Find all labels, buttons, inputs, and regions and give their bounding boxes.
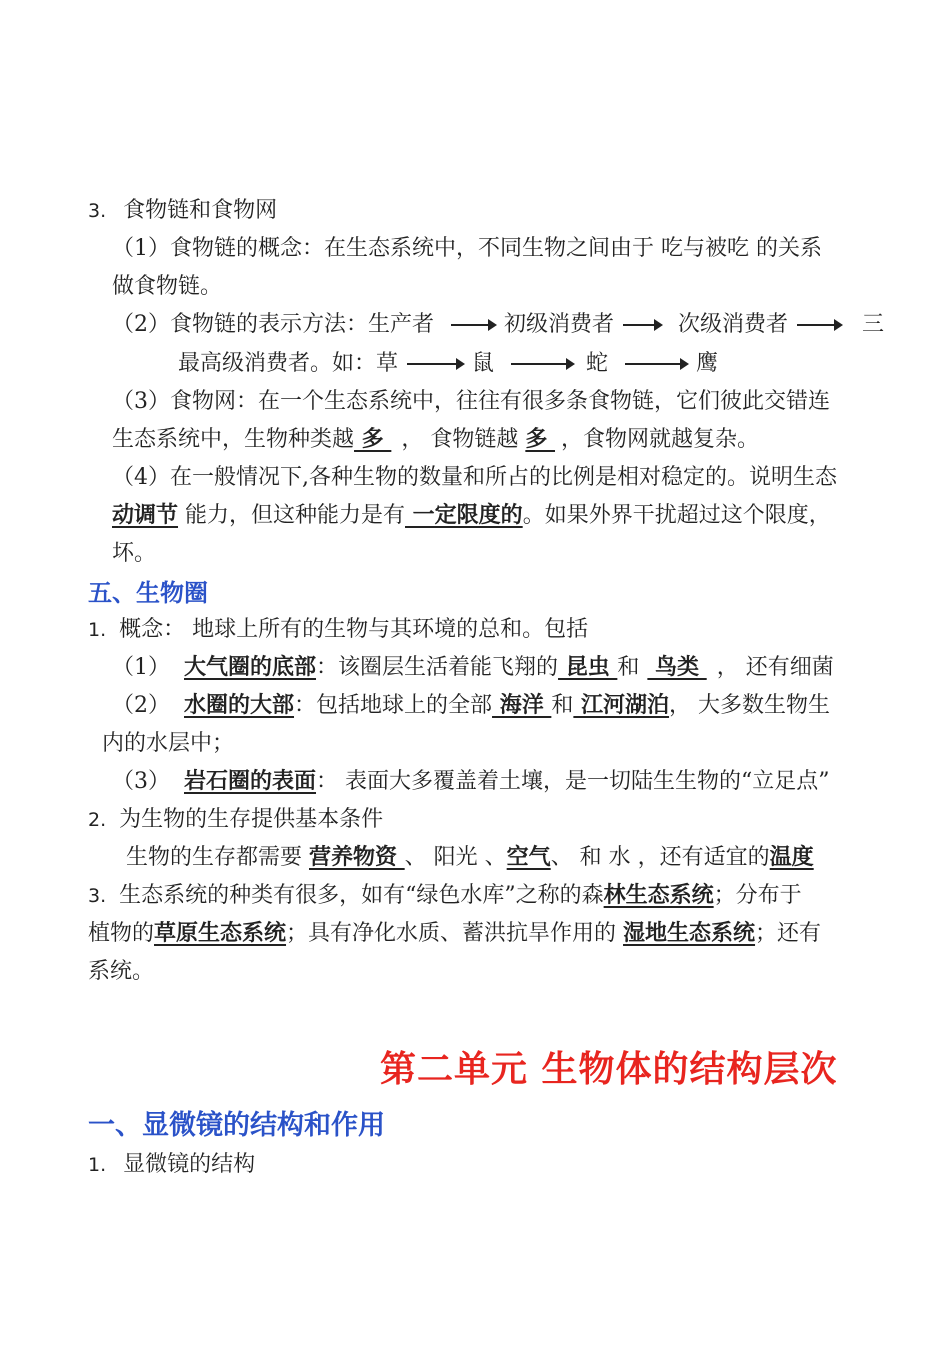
item-number: 2. [88, 809, 107, 831]
paragraph-food-chain-example [178, 349, 718, 379]
blank-answer: 多 [354, 427, 392, 452]
text: ，食物网就越复杂。 [561, 427, 760, 452]
biosphere-item-3 [88, 881, 802, 911]
blank-answer: 空气 [506, 845, 551, 870]
blank-answer: 江河湖泊 [573, 693, 670, 718]
arrow-icon [451, 324, 495, 326]
blank-answer: 动调节 [112, 503, 179, 528]
blank-answer: 草原生态系统 [154, 921, 287, 946]
paragraph-food-web: （3）食物网：在一个生态系统中，往往有很多条食物链，它们彼此交错连 [112, 389, 830, 414]
list-marker: （1） [112, 655, 170, 680]
biosphere-item-3-end: 系统。 [88, 959, 155, 984]
blank-answer: 温度 [769, 845, 814, 870]
text: ；分布于 [713, 883, 802, 908]
example-snake: 蛇 [586, 351, 609, 376]
text: 显微镜的结构 [123, 1152, 256, 1177]
blank-answer: 昆虫 [558, 655, 618, 680]
text: 概念： 地球上所有的生物与其环境的总和。包括 [119, 617, 589, 642]
notation-label: （2）食物链的表示方法：生产者 [112, 312, 434, 337]
blank-answer: 岩石圈的表面 [184, 769, 317, 794]
section-title-biosphere: 五、生物圈 [88, 579, 208, 607]
paragraph-stability: （4）在一般情况下,各种生物的数量和所占的比例是相对稳定的。说明生态 [112, 465, 837, 490]
biosphere-hydrosphere-cont: 内的水层中； [102, 731, 235, 756]
paragraph-food-chain-concept-cont: 做食物链。 [112, 274, 223, 299]
biosphere-lithosphere [112, 767, 830, 797]
paragraph-food-chain-notation [112, 310, 884, 340]
item-number: 1. [88, 1154, 107, 1176]
text: 、 阳光 、 [404, 845, 507, 870]
paragraph-stability-end: 坏。 [112, 541, 157, 566]
arrow-icon [623, 324, 661, 326]
text: ， 大多数生物生 [669, 693, 831, 718]
example-mouse: 鼠 [472, 351, 495, 376]
biosphere-item-1 [88, 615, 588, 645]
text: ， 食物链越 [401, 427, 526, 452]
text: ， 还有细菌 [716, 655, 834, 680]
example-label: 最高级消费者。如：草 [178, 351, 399, 376]
unit-title: 第二单元 生物体的结构层次 [380, 1049, 838, 1090]
blank-answer: 多 [525, 427, 556, 452]
list-marker: （2） [112, 693, 170, 718]
blank-answer: 林生态系统 [603, 883, 714, 908]
biosphere-item-3-cont [88, 919, 821, 949]
text: 生态系统的种类有很多，如有“绿色水库”之称的森 [119, 883, 604, 908]
microscope-item-1 [88, 1150, 255, 1180]
example-eagle: 鹰 [696, 351, 719, 376]
blank-answer: 鸟类 [647, 655, 707, 680]
item-number: 1. [88, 619, 107, 641]
text: ：包括地球上的全部 [294, 693, 493, 718]
arrow-icon [407, 363, 463, 365]
notation-secondary: 次级消费者 [678, 312, 789, 337]
text: 和 [617, 655, 640, 680]
item-3-heading [88, 196, 277, 226]
biosphere-item-2 [88, 805, 383, 835]
text: 为生物的生存提供基本条件 [119, 807, 384, 832]
section-title-microscope: 一、显微镜的结构和作用 [88, 1110, 385, 1141]
arrow-icon [625, 363, 687, 365]
item-title: 食物链和食物网 [123, 198, 278, 223]
text: ；具有净化水质、蓄洪抗旱作用的 [286, 921, 624, 946]
text: ： 表面大多覆盖着土壤，是一切陆生生物的“立足点” [316, 769, 830, 794]
text: 、 和 水 ，还有适宜的 [550, 845, 770, 870]
item-number: 3. [88, 200, 107, 222]
text: 和 [551, 693, 574, 718]
text: 。如果外界干扰超过这个限度， [522, 503, 831, 528]
text: ；还有 [755, 921, 822, 946]
blank-answer: 一定限度的 [405, 503, 523, 528]
blank-answer: 湿地生态系统 [623, 921, 756, 946]
paragraph-stability-cont [112, 501, 831, 531]
notation-primary: 初级消费者 [504, 312, 615, 337]
blank-answer: 大气圈的底部 [184, 655, 317, 680]
list-marker: （3） [112, 769, 170, 794]
paragraph-food-web-cont [112, 425, 759, 455]
item-number: 3. [88, 885, 107, 907]
text: ：该圈层生活着能飞翔的 [316, 655, 559, 680]
text: 能力，但这种能力是有 [178, 503, 406, 528]
arrow-icon [511, 363, 573, 365]
blank-answer: 水圈的大部 [184, 693, 295, 718]
text: 生物的生存都需要 [126, 845, 309, 870]
biosphere-item-2-detail [126, 843, 814, 873]
arrow-icon [797, 324, 841, 326]
biosphere-atmosphere [112, 653, 834, 683]
biosphere-hydrosphere [112, 691, 830, 721]
notation-tertiary: 三 [862, 312, 885, 337]
text: 生态系统中，生物种类越 [112, 427, 355, 452]
blank-answer: 海洋 [492, 693, 552, 718]
text: 植物的 [88, 921, 155, 946]
paragraph-food-chain-concept: （1）食物链的概念：在生态系统中，不同生物之间由于 吃与被吃 的关系 [112, 236, 822, 261]
blank-answer: 营养物资 [309, 845, 405, 870]
